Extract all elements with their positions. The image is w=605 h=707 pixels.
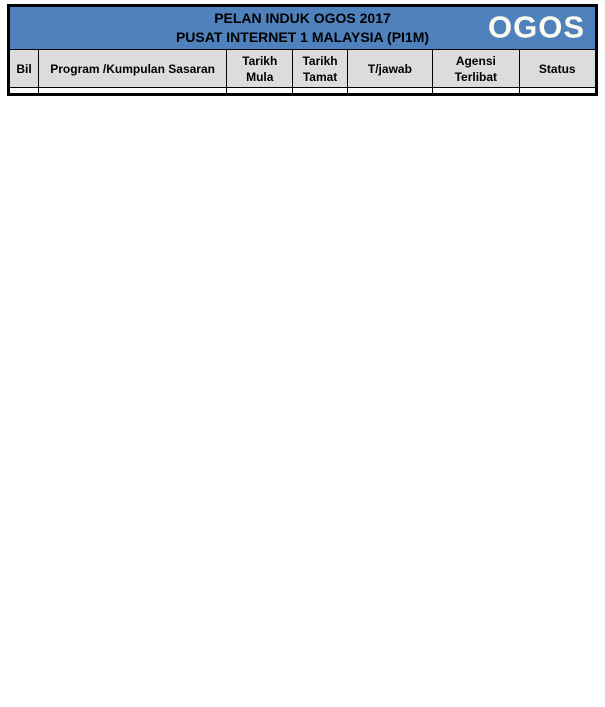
banner-row (9, 6, 597, 50)
column-header-bil: Bil (9, 50, 39, 88)
column-header-program: Program /Kumpulan Sasaran (39, 50, 227, 88)
title-line-1: PELAN INDUK OGOS 2017 (214, 10, 391, 26)
column-header-tarikh-tamat: Tarikh Tamat (293, 50, 347, 88)
page-break-stub-row (9, 88, 597, 95)
banner-cell (9, 6, 597, 50)
column-header-status: Status (519, 50, 596, 88)
month-label: OGOS (487, 9, 585, 45)
plan-table-segment-1 (7, 4, 598, 96)
column-header-row (9, 50, 597, 88)
column-header-tarikh-mula: Tarikh Mula (227, 50, 293, 88)
column-header-agensi: Agensi Terlibat (433, 50, 519, 88)
title-line-2: PUSAT INTERNET 1 MALAYSIA (PI1M) (175, 29, 430, 45)
column-header-tjawab: T/jawab (347, 50, 432, 88)
